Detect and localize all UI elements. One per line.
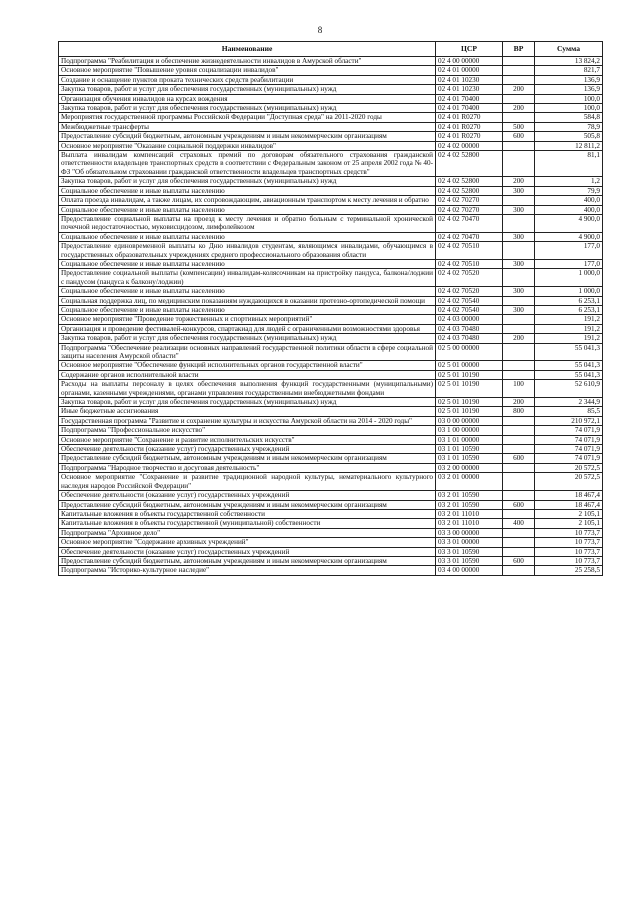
row-name-cell: Расходы на выплаты персоналу в целях обеспечения выполнения функций государственными (муниципальными) органами, казенными учреждениями, органами управления государственными внебюджетными фондами xyxy=(59,380,436,398)
row-vr-cell xyxy=(503,57,535,66)
row-vr-cell xyxy=(503,315,535,324)
row-sum-cell: 191,2 xyxy=(535,334,603,343)
row-vr-cell xyxy=(503,528,535,537)
row-vr-cell xyxy=(503,324,535,333)
row-name-cell: Предоставление субсидий бюджетным, автономным учреждениям и иным некоммерческим организациям xyxy=(59,500,436,509)
table-row xyxy=(59,454,603,463)
row-csr-cell: 03 2 01 10590 xyxy=(436,491,503,500)
row-csr-cell: 03 3 01 00000 xyxy=(436,538,503,547)
row-vr-cell xyxy=(503,538,535,547)
table-row xyxy=(59,259,603,268)
row-vr-cell: 300 xyxy=(503,232,535,241)
row-sum-cell: 52 610,9 xyxy=(535,380,603,398)
row-vr-cell xyxy=(503,151,535,177)
row-sum-cell: 18 467,4 xyxy=(535,491,603,500)
row-name-cell: Социальное обеспечение и иные выплаты населению xyxy=(59,305,436,314)
row-name-cell: Предоставление социальной выплаты (компенсации) инвалидам-колясочникам на пристройку пандуса, балкона/лоджии с пандусом (пандуса к балкону/лоджии) xyxy=(59,269,436,287)
header-vr: ВР xyxy=(503,42,535,57)
row-sum-cell: 177,0 xyxy=(535,259,603,268)
row-vr-cell: 200 xyxy=(503,334,535,343)
row-sum-cell: 1 000,0 xyxy=(535,287,603,296)
table-row xyxy=(59,232,603,241)
row-name-cell: Содержание органов исполнительной власти xyxy=(59,370,436,379)
row-vr-cell: 600 xyxy=(503,500,535,509)
row-name-cell: Подпрограмма "Обеспечение реализации основных направлений государственной политики области в сфере социальной защиты населения Амурской области" xyxy=(59,343,436,361)
table-row xyxy=(59,370,603,379)
row-name-cell: Подпрограмма "Реабилитация и обеспечение жизнедеятельности инвалидов в Амурской области" xyxy=(59,57,436,66)
table-row xyxy=(59,538,603,547)
table-row xyxy=(59,380,603,398)
row-csr-cell: 02 5 01 10190 xyxy=(436,398,503,407)
table-row xyxy=(59,556,603,565)
row-vr-cell: 800 xyxy=(503,407,535,416)
row-sum-cell: 136,9 xyxy=(535,75,603,84)
table-row xyxy=(59,242,603,260)
row-csr-cell: 02 4 02 70520 xyxy=(436,269,503,287)
row-sum-cell: 10 773,7 xyxy=(535,528,603,537)
row-name-cell: Организация обучения инвалидов на курсах вождения xyxy=(59,94,436,103)
row-csr-cell: 03 3 01 10590 xyxy=(436,547,503,556)
row-name-cell: Подпрограмма "Архивное дело" xyxy=(59,528,436,537)
table-row xyxy=(59,177,603,186)
row-name-cell: Основное мероприятие "Содержание архивных учреждений" xyxy=(59,538,436,547)
row-sum-cell: 85,5 xyxy=(535,407,603,416)
table-row xyxy=(59,269,603,287)
table-row xyxy=(59,398,603,407)
row-vr-cell: 300 xyxy=(503,186,535,195)
row-name-cell: Предоставление субсидий бюджетным, автономным учреждениям и иным некоммерческим организациям xyxy=(59,454,436,463)
row-sum-cell: 10 773,7 xyxy=(535,547,603,556)
row-sum-cell: 74 071,9 xyxy=(535,454,603,463)
row-sum-cell: 4 900,0 xyxy=(535,214,603,232)
row-csr-cell: 02 4 02 70520 xyxy=(436,287,503,296)
row-sum-cell: 79,9 xyxy=(535,186,603,195)
row-name-cell: Основное мероприятие "Сохранение и развитие исполнительских искусств" xyxy=(59,435,436,444)
row-vr-cell xyxy=(503,473,535,491)
table-row xyxy=(59,85,603,94)
table-row xyxy=(59,75,603,84)
row-vr-cell xyxy=(503,370,535,379)
row-vr-cell xyxy=(503,566,535,575)
table-row xyxy=(59,435,603,444)
header-sum: Сумма xyxy=(535,42,603,57)
row-csr-cell: 02 4 03 70480 xyxy=(436,324,503,333)
row-sum-cell: 100,0 xyxy=(535,94,603,103)
row-sum-cell: 55 041,3 xyxy=(535,361,603,370)
row-csr-cell: 03 2 01 11010 xyxy=(436,509,503,518)
table-row xyxy=(59,66,603,75)
row-vr-cell xyxy=(503,435,535,444)
row-csr-cell: 02 4 01 R0270 xyxy=(436,122,503,131)
row-csr-cell: 02 5 01 10190 xyxy=(436,407,503,416)
table-row xyxy=(59,151,603,177)
row-name-cell: Закупка товаров, работ и услуг для обеспечения государственных (муниципальных) нужд xyxy=(59,177,436,186)
row-csr-cell: 02 4 02 52800 xyxy=(436,186,503,195)
row-vr-cell xyxy=(503,416,535,425)
table-row xyxy=(59,205,603,214)
table-row xyxy=(59,334,603,343)
row-csr-cell: 02 5 01 10190 xyxy=(436,380,503,398)
row-sum-cell: 2 105,1 xyxy=(535,519,603,528)
row-csr-cell: 02 4 01 10230 xyxy=(436,75,503,84)
row-vr-cell xyxy=(503,296,535,305)
table-header-row xyxy=(59,42,603,57)
row-sum-cell: 12 811,2 xyxy=(535,141,603,150)
row-sum-cell: 6 253,1 xyxy=(535,296,603,305)
table-row xyxy=(59,57,603,66)
row-sum-cell: 136,9 xyxy=(535,85,603,94)
row-name-cell: Предоставление субсидий бюджетным, автономным учреждениям и иным некоммерческим организациям xyxy=(59,556,436,565)
row-sum-cell: 191,2 xyxy=(535,324,603,333)
table-row xyxy=(59,287,603,296)
table-row xyxy=(59,196,603,205)
table-row xyxy=(59,315,603,324)
row-name-cell: Основное мероприятие "Обеспечение функций исполнительных органов государственной власти" xyxy=(59,361,436,370)
row-name-cell: Подпрограмма "Народное творчество и досуговая деятельность" xyxy=(59,463,436,472)
row-sum-cell: 100,0 xyxy=(535,104,603,113)
row-name-cell: Иные бюджетные ассигнования xyxy=(59,407,436,416)
row-sum-cell: 1,2 xyxy=(535,177,603,186)
row-csr-cell: 02 4 02 70510 xyxy=(436,242,503,260)
row-sum-cell: 78,9 xyxy=(535,122,603,131)
row-vr-cell: 300 xyxy=(503,305,535,314)
row-vr-cell: 500 xyxy=(503,122,535,131)
table-row xyxy=(59,407,603,416)
row-csr-cell: 03 3 01 10590 xyxy=(436,556,503,565)
table-row xyxy=(59,186,603,195)
row-csr-cell: 02 4 01 70400 xyxy=(436,104,503,113)
row-vr-cell xyxy=(503,113,535,122)
table-row xyxy=(59,113,603,122)
row-vr-cell xyxy=(503,509,535,518)
table-row xyxy=(59,473,603,491)
table-row xyxy=(59,343,603,361)
row-vr-cell: 300 xyxy=(503,205,535,214)
row-csr-cell: 02 4 02 70540 xyxy=(436,296,503,305)
table-row xyxy=(59,463,603,472)
row-name-cell: Предоставление единовременной выплаты ко Дню инвалидов студентам, являющимся инвалидами, обучающимся в государственных образовательных учреждениях среднего профессионального образования области xyxy=(59,242,436,260)
row-vr-cell: 600 xyxy=(503,556,535,565)
table-row xyxy=(59,94,603,103)
row-vr-cell xyxy=(503,426,535,435)
row-csr-cell: 02 4 02 70470 xyxy=(436,232,503,241)
row-name-cell: Основное мероприятие "Сохранение и развитие традиционной народной культуры, нематериального культурного наследия народов Российской Федерации" xyxy=(59,473,436,491)
row-csr-cell: 02 4 02 70540 xyxy=(436,305,503,314)
row-vr-cell xyxy=(503,196,535,205)
row-name-cell: Оплата проезда инвалидам, а также лицам, их сопровождающим, авиационным транспортом к месту лечения и обратно xyxy=(59,196,436,205)
row-sum-cell: 74 071,9 xyxy=(535,445,603,454)
row-csr-cell: 03 1 01 10590 xyxy=(436,454,503,463)
row-name-cell: Закупка товаров, работ и услуг для обеспечения государственных (муниципальных) нужд xyxy=(59,398,436,407)
row-sum-cell: 81,1 xyxy=(535,151,603,177)
row-vr-cell: 200 xyxy=(503,104,535,113)
row-csr-cell: 02 4 02 52800 xyxy=(436,151,503,177)
table-row xyxy=(59,566,603,575)
row-name-cell: Закупка товаров, работ и услуг для обеспечения государственных (муниципальных) нужд xyxy=(59,104,436,113)
row-sum-cell: 74 071,9 xyxy=(535,435,603,444)
row-csr-cell: 03 1 01 10590 xyxy=(436,445,503,454)
row-name-cell: Создание и оснащение пунктов проката технических средств реабилитации xyxy=(59,75,436,84)
row-sum-cell: 2 344,9 xyxy=(535,398,603,407)
row-csr-cell: 02 4 03 00000 xyxy=(436,315,503,324)
row-csr-cell: 02 5 01 10190 xyxy=(436,370,503,379)
row-sum-cell: 10 773,7 xyxy=(535,538,603,547)
row-name-cell: Обеспечение деятельности (оказание услуг) государственных учреждений xyxy=(59,445,436,454)
table-row xyxy=(59,416,603,425)
row-vr-cell: 600 xyxy=(503,132,535,141)
row-csr-cell: 03 4 00 00000 xyxy=(436,566,503,575)
row-vr-cell xyxy=(503,75,535,84)
row-vr-cell: 300 xyxy=(503,287,535,296)
table-row xyxy=(59,132,603,141)
row-name-cell: Государственная программа "Развитие и сохранение культуры и искусства Амурской области на 2014 - 2020 годы" xyxy=(59,416,436,425)
table-row xyxy=(59,361,603,370)
header-name: Наименование xyxy=(59,42,436,57)
row-vr-cell xyxy=(503,463,535,472)
row-name-cell: Подпрограмма "Историко-культурное наследие" xyxy=(59,566,436,575)
row-csr-cell: 02 4 02 70510 xyxy=(436,259,503,268)
row-name-cell: Выплата инвалидам компенсаций страховых премий по договорам обязательного страхования гражданской ответственности владельцев транспортных средств в соответствии с Федеральным законом от 25 апреля 2002 года № 40-ФЗ "Об обязательном страховании гражданской ответственности владельцев транспортных средств" xyxy=(59,151,436,177)
row-vr-cell xyxy=(503,141,535,150)
row-vr-cell xyxy=(503,214,535,232)
row-vr-cell: 200 xyxy=(503,398,535,407)
row-vr-cell: 300 xyxy=(503,259,535,268)
row-name-cell: Предоставление субсидий бюджетным, автономным учреждениям и иным некоммерческим организациям xyxy=(59,132,436,141)
row-sum-cell: 400,0 xyxy=(535,196,603,205)
row-sum-cell: 25 258,5 xyxy=(535,566,603,575)
row-vr-cell: 100 xyxy=(503,380,535,398)
row-csr-cell: 03 2 00 00000 xyxy=(436,463,503,472)
row-sum-cell: 4 900,0 xyxy=(535,232,603,241)
row-csr-cell: 02 4 02 70270 xyxy=(436,205,503,214)
row-vr-cell xyxy=(503,66,535,75)
row-name-cell: Организация и проведение фестивалей-конкурсов, спартакиад для людей с ограниченными возможностями здоровья xyxy=(59,324,436,333)
row-csr-cell: 03 2 01 11010 xyxy=(436,519,503,528)
row-csr-cell: 02 5 00 00000 xyxy=(436,343,503,361)
row-sum-cell: 1 000,0 xyxy=(535,269,603,287)
table-row xyxy=(59,104,603,113)
row-csr-cell: 02 4 01 10230 xyxy=(436,85,503,94)
table-row xyxy=(59,445,603,454)
row-name-cell: Закупка товаров, работ и услуг для обеспечения государственных (муниципальных) нужд xyxy=(59,85,436,94)
row-name-cell: Мероприятия государственной программы Российской Федерации "Доступная среда" на 2011-2020 годы xyxy=(59,113,436,122)
table-body xyxy=(59,57,603,576)
row-vr-cell xyxy=(503,491,535,500)
table-row xyxy=(59,296,603,305)
row-csr-cell: 02 4 00 00000 xyxy=(436,57,503,66)
row-vr-cell xyxy=(503,445,535,454)
row-csr-cell: 03 1 01 00000 xyxy=(436,435,503,444)
row-name-cell: Межбюджетные трансферты xyxy=(59,122,436,131)
row-csr-cell: 02 4 02 52800 xyxy=(436,177,503,186)
row-sum-cell: 2 105,1 xyxy=(535,509,603,518)
row-name-cell: Основное мероприятие "Повышение уровня социализации инвалидов" xyxy=(59,66,436,75)
page-number: 8 xyxy=(317,25,323,35)
row-vr-cell xyxy=(503,547,535,556)
row-csr-cell: 02 4 01 R0270 xyxy=(436,113,503,122)
row-name-cell: Капитальные вложения в объекты государственной (муниципальной) собственности xyxy=(59,519,436,528)
row-vr-cell: 400 xyxy=(503,519,535,528)
row-csr-cell: 02 4 02 00000 xyxy=(436,141,503,150)
row-name-cell: Капитальные вложения в объекты государственной собственности xyxy=(59,509,436,518)
row-csr-cell: 03 0 00 00000 xyxy=(436,416,503,425)
row-sum-cell: 6 253,1 xyxy=(535,305,603,314)
row-name-cell: Социальная поддержка лиц, по медицинским показаниям нуждающихся в оказании протезно-ортопедической помощи xyxy=(59,296,436,305)
row-csr-cell: 03 2 01 00000 xyxy=(436,473,503,491)
row-vr-cell: 600 xyxy=(503,454,535,463)
row-sum-cell: 191,2 xyxy=(535,315,603,324)
row-sum-cell: 20 572,5 xyxy=(535,463,603,472)
row-sum-cell: 55 041,3 xyxy=(535,370,603,379)
row-name-cell: Социальное обеспечение и иные выплаты населению xyxy=(59,186,436,195)
table-row xyxy=(59,141,603,150)
row-name-cell: Социальное обеспечение и иные выплаты населению xyxy=(59,287,436,296)
row-sum-cell: 584,8 xyxy=(535,113,603,122)
row-vr-cell xyxy=(503,269,535,287)
row-vr-cell xyxy=(503,361,535,370)
row-csr-cell: 02 4 03 70480 xyxy=(436,334,503,343)
budget-table xyxy=(58,41,603,576)
row-name-cell: Социальное обеспечение и иные выплаты населению xyxy=(59,205,436,214)
row-sum-cell: 20 572,5 xyxy=(535,473,603,491)
row-name-cell: Закупка товаров, работ и услуг для обеспечения государственных (муниципальных) нужд xyxy=(59,334,436,343)
row-sum-cell: 10 773,7 xyxy=(535,556,603,565)
row-csr-cell: 02 4 02 70270 xyxy=(436,196,503,205)
row-name-cell: Обеспечение деятельности (оказание услуг) государственных учреждений xyxy=(59,491,436,500)
table-row xyxy=(59,214,603,232)
row-sum-cell: 505,8 xyxy=(535,132,603,141)
row-csr-cell: 02 4 01 R0270 xyxy=(436,132,503,141)
table-row xyxy=(59,500,603,509)
row-name-cell: Основное мероприятие "Проведение торжественных и спортивных мероприятий" xyxy=(59,315,436,324)
row-sum-cell: 210 972,1 xyxy=(535,416,603,425)
row-csr-cell: 02 4 01 00000 xyxy=(436,66,503,75)
table-row xyxy=(59,324,603,333)
row-name-cell: Социальное обеспечение и иные выплаты населению xyxy=(59,259,436,268)
header-csr: ЦСР xyxy=(436,42,503,57)
row-name-cell: Обеспечение деятельности (оказание услуг) государственных учреждений xyxy=(59,547,436,556)
row-sum-cell: 18 467,4 xyxy=(535,500,603,509)
row-name-cell: Подпрограмма "Профессиональное искусство" xyxy=(59,426,436,435)
row-vr-cell xyxy=(503,343,535,361)
table-row xyxy=(59,528,603,537)
table-row xyxy=(59,305,603,314)
row-vr-cell: 200 xyxy=(503,177,535,186)
row-name-cell: Основное мероприятие "Оказание социальной поддержки инвалидов" xyxy=(59,141,436,150)
row-csr-cell: 02 4 02 70470 xyxy=(436,214,503,232)
row-sum-cell: 821,7 xyxy=(535,66,603,75)
row-sum-cell: 400,0 xyxy=(535,205,603,214)
row-sum-cell: 13 824,2 xyxy=(535,57,603,66)
row-sum-cell: 177,0 xyxy=(535,242,603,260)
row-vr-cell xyxy=(503,94,535,103)
row-csr-cell: 03 2 01 10590 xyxy=(436,500,503,509)
row-csr-cell: 03 3 00 00000 xyxy=(436,528,503,537)
row-vr-cell: 200 xyxy=(503,85,535,94)
table-row xyxy=(59,491,603,500)
row-csr-cell: 02 5 01 00000 xyxy=(436,361,503,370)
row-csr-cell: 03 1 00 00000 xyxy=(436,426,503,435)
row-csr-cell: 02 4 01 70400 xyxy=(436,94,503,103)
row-sum-cell: 55 041,3 xyxy=(535,343,603,361)
table-row xyxy=(59,426,603,435)
row-name-cell: Предоставление социальной выплаты на проезд к месту лечения и обратно больным с терминальной хронической почечной недостаточностью, муковисцидозом, лимфолейкозом xyxy=(59,214,436,232)
table-row xyxy=(59,547,603,556)
table-row xyxy=(59,519,603,528)
table-row xyxy=(59,122,603,131)
row-vr-cell xyxy=(503,242,535,260)
table-row xyxy=(59,509,603,518)
row-name-cell: Социальное обеспечение и иные выплаты населению xyxy=(59,232,436,241)
row-sum-cell: 74 071,9 xyxy=(535,426,603,435)
